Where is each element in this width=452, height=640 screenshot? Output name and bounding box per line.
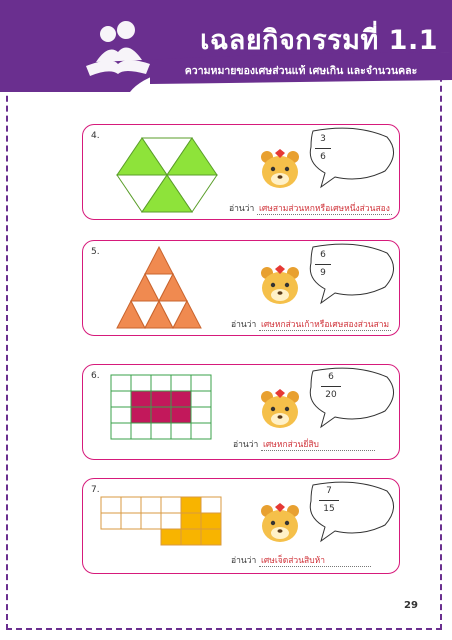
fraction-numerator: 3: [320, 134, 326, 144]
exercise-number: 5.: [91, 247, 100, 257]
header-banner: [0, 0, 452, 92]
fraction-bar: [315, 264, 331, 265]
bear-icon: [261, 389, 299, 428]
fraction: [317, 485, 341, 516]
fraction-denominator: 9: [320, 268, 326, 278]
fraction-numerator: 7: [326, 486, 332, 496]
fraction-bar: [315, 148, 331, 149]
grid-fraction-diagram: [109, 373, 219, 443]
fraction-numerator: 6: [320, 250, 326, 260]
exercise-number: 6.: [91, 371, 100, 381]
bear-icon: [261, 149, 299, 188]
exercise-card-6: [82, 364, 400, 460]
bear-icon: [261, 265, 299, 304]
exercise-number: 7.: [91, 485, 100, 495]
answer-label: อ่านว่า: [233, 440, 259, 450]
fraction-bar: [319, 500, 339, 501]
hexagon-fraction-diagram: [117, 135, 217, 215]
bear-icon: [261, 503, 299, 542]
answer-line: [229, 201, 392, 215]
answer-line: [233, 437, 375, 451]
fraction-denominator: 20: [325, 390, 337, 400]
fraction-bar: [321, 386, 341, 387]
grid-fraction-diagram: [101, 497, 231, 553]
page-title: เฉลยกิจกรรมที่ 1.1: [200, 25, 438, 56]
triangle-fraction-diagram: [109, 245, 209, 331]
fraction: [311, 249, 335, 280]
fraction-numerator: 6: [328, 372, 334, 382]
page-subtitle: ความหมายของเศษส่วนแท้ เศษเกิน และจำนวนคละ: [184, 65, 418, 77]
page-number: 29: [404, 600, 418, 611]
fraction: [311, 133, 335, 164]
exercise-card-4: [82, 124, 400, 220]
fraction-denominator: 6: [320, 152, 326, 162]
exercise-card-5: [82, 240, 400, 336]
exercise-card-7: [82, 478, 400, 574]
exercise-number: 4.: [91, 131, 100, 141]
answer-text: เศษเจ็ดส่วนสิบห้า: [259, 556, 371, 567]
answer-text: เศษสามส่วนหกหรือเศษหนึ่งส่วนสอง: [258, 204, 390, 214]
answer-text: เศษหกส่วนยี่สิบ: [261, 440, 375, 451]
answer-line: [231, 553, 371, 567]
answer-label: อ่านว่า: [229, 204, 255, 214]
answer-text: เศษหกส่วนเก้าหรือเศษสองส่วนสาม: [260, 320, 390, 330]
answer-label: อ่านว่า: [231, 320, 257, 330]
fraction: [319, 371, 343, 402]
answer-line: [231, 317, 391, 331]
fraction-denominator: 15: [323, 504, 335, 514]
answer-label: อ่านว่า: [231, 556, 257, 566]
